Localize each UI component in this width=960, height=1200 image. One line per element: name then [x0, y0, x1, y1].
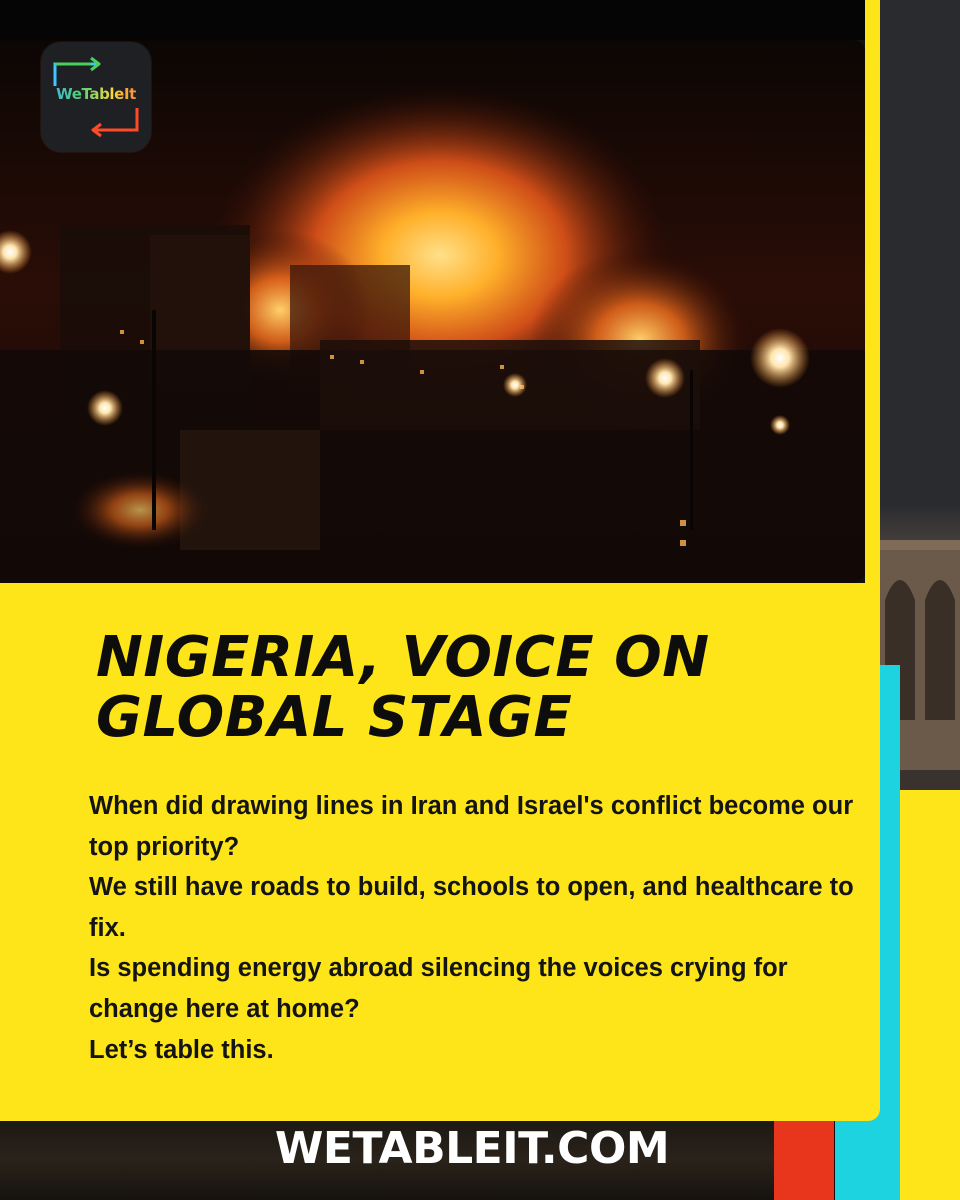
wetableit-logo: [41, 42, 151, 152]
body-paragraph: Is spending energy abroad silencing the voices crying for change here at home?: [89, 954, 788, 1023]
yellow-accent-block: [900, 790, 960, 1200]
top-dark-band: [0, 0, 865, 40]
logo-wordmark: WeTableIt: [41, 85, 151, 103]
body-paragraph: When did drawing lines in Iran and Israel's conflict become our top priority?: [89, 792, 854, 861]
body-copy: [89, 786, 859, 1070]
website-url[interactable]: WETABLEIT.COM: [274, 1123, 670, 1174]
body-paragraph: Let’s table this.: [89, 1035, 274, 1064]
headline-line-2: GLOBAL STAGE: [96, 685, 573, 750]
body-paragraph: We still have roads to build, schools to open, and healthcare to fix.: [89, 873, 854, 942]
headline: [96, 625, 836, 750]
red-accent-bar: [774, 1118, 834, 1200]
headline-line-1: NIGERIA, VOICE ON: [96, 625, 710, 690]
